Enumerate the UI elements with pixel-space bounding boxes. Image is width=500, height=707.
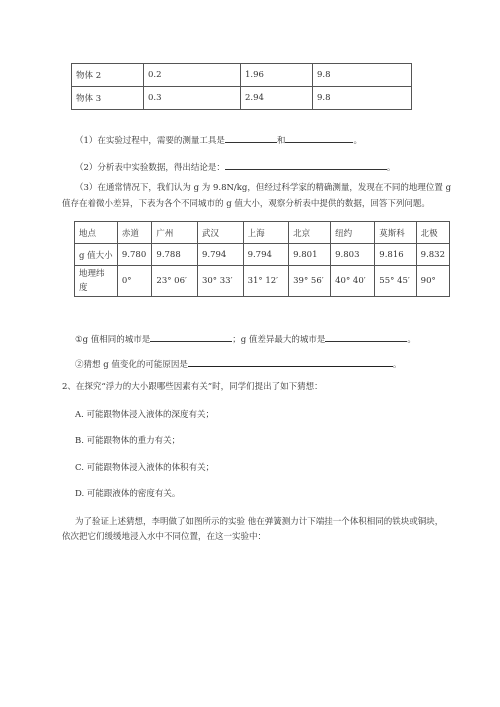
table-row-label: g 值大小 [75,244,118,266]
answer-blank[interactable] [225,133,277,143]
answer-blank[interactable] [325,332,407,342]
table-cell: 9.832 [416,244,449,266]
table-cell: 0° [117,266,152,297]
sub-question-1-mid: ；g 值差异最大的城市是 [232,335,326,345]
table-cell: 0.2 [144,64,241,87]
table-cell: 9.780 [117,244,152,266]
table-header-cell: 北极 [416,222,449,244]
sub-question-1-text: ①g 值相同的城市是 [75,335,151,345]
table-header-cell: 赤道 [117,222,152,244]
table-header-cell: 地点 [75,222,118,244]
sub-question-2-end: 。 [392,360,402,370]
table-header-cell: 纽约 [331,222,375,244]
table-cell: 23° 06′ [152,266,198,297]
table-row [72,87,412,110]
table-cell: 9.801 [289,244,331,266]
question-3-line-2: 值存在着微小差异，下表为各个不同城市的 g 值大小，观察分析表中提供的数据，回答下列问题。 [62,199,430,209]
question-2-text: （2）分析表中实验数据，得出结论是： [75,163,225,173]
table-header-cell: 莫斯科 [375,222,416,244]
experiment-paragraph-line-2: 依次把它们缓缓地浸入水中不同位置，在这一实验中： [62,532,267,542]
table-cell: 40° 40′ [331,266,375,297]
table-header-cell: 武汉 [197,222,243,244]
option-b: B. 可能跟物体的重力有关； [75,436,181,446]
question-1-text: （1）在实验过程中，需要的测量工具是 [75,136,225,146]
sub-question-1-end: 。 [407,335,416,345]
answer-blank[interactable] [150,332,232,342]
table-header-row [75,222,450,244]
table-cell: 物体 3 [72,87,144,110]
table-row [75,244,450,266]
experiment-paragraph-line-1: 为了验证上述猜想，李明做了如图所示的实验 他在弹簧测力计下端挂一个体积相同的铁块或铜块， [75,517,444,527]
question-3-line-1: （3）在通常情况下，我们认为 g 为 9.8N/kg，但经过科学家的精确测量，发现在不同的地理位置 g [75,183,452,193]
table-cell: 9.788 [152,244,198,266]
table-cell: 1.96 [241,64,313,87]
table-cell: 物体 2 [72,64,144,87]
sub-question-1 [75,332,416,346]
table-row-label [75,266,118,297]
question-2 [75,160,395,174]
latitude-label-line-1: 地理纬 [79,269,105,279]
table-row [72,64,412,87]
data-table-1 [71,63,412,110]
table-cell: 0.3 [144,87,241,110]
sub-question-2-text: ②猜想 g 值变化的可能原因是 [75,360,188,370]
latitude-label-line-2: 度 [79,283,88,293]
table-cell: 9.794 [197,244,243,266]
table-cell: 39° 56′ [289,266,331,297]
table-header-cell: 上海 [243,222,289,244]
answer-blank[interactable] [285,133,353,143]
table-row [75,266,450,297]
table-cell: 55° 45′ [375,266,416,297]
question-1-end: 。 [353,136,362,146]
table-cell: 9.8 [313,87,412,110]
option-c: C. 可能跟物体浸入液体的体积有关； [75,463,215,473]
table-cell: 9.8 [313,64,412,87]
table-cell: 9.803 [331,244,375,266]
sub-question-2 [75,357,401,371]
table-header-cell: 北京 [289,222,331,244]
question-2-end: 。 [386,163,396,173]
option-d: D. 可能跟液体的密度有关。 [75,489,181,499]
question-1-and: 和 [276,136,286,146]
answer-blank[interactable] [188,357,393,367]
table-header-cell: 广州 [152,222,198,244]
table-cell: 9.794 [243,244,289,266]
table-cell: 2.94 [241,87,313,110]
table-cell: 31° 12′ [243,266,289,297]
option-a: A. 可能跟物体浸入液体的深度有关； [75,410,215,420]
table-cell: 90° [416,266,449,297]
question-1 [75,133,362,147]
table-cell: 30° 33′ [197,266,243,297]
gravity-table [74,221,450,297]
question-buoyancy-intro: 2、在探究“浮力的大小跟哪些因素有关”时，同学们提出了如下猜想： [62,382,323,392]
answer-blank[interactable] [225,160,387,170]
table-cell: 9.816 [375,244,416,266]
